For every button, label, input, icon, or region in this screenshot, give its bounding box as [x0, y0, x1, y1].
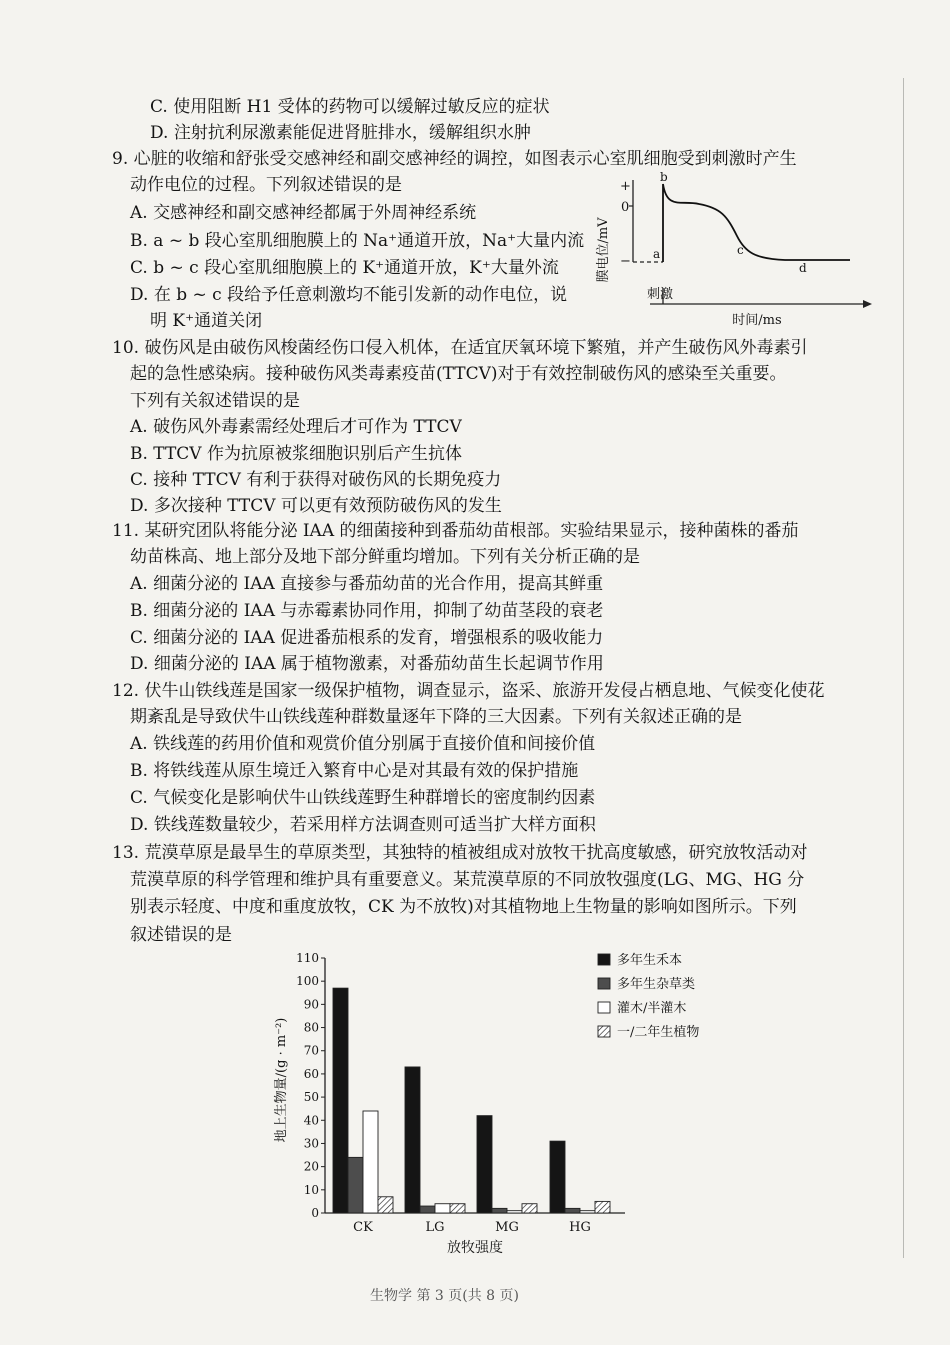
chart-y-tick-label: 50 — [303, 1090, 319, 1105]
legend-label: 灌木/半灌木 — [617, 1001, 687, 1016]
bar-lg-series-2 — [435, 1204, 450, 1213]
bar-mg-series-1 — [492, 1208, 507, 1213]
q11-option-d: D. 细菌分泌的 IAA 属于植物激素，对番茄幼苗生长起调节作用 — [130, 654, 604, 674]
q13-stem-line2: 荒漠草原的科学管理和维护具有重要意义。某荒漠草原的不同放牧强度(LG、MG、HG 分 — [130, 870, 805, 890]
ap-stim-arrow — [863, 300, 872, 308]
q8-option-c: C. 使用阻断 H1 受体的药物可以缓解过敏反应的症状 — [150, 97, 550, 117]
bar-hg-series-2 — [580, 1211, 595, 1213]
legend-swatch — [598, 954, 610, 965]
bar-lg-series-0 — [405, 1067, 420, 1213]
ap-point-a: a — [653, 247, 661, 261]
bar-mg-series-2 — [507, 1211, 522, 1213]
q12-option-c: C. 气候变化是影响伏牛山铁线莲野生种群增长的密度制约因素 — [130, 788, 596, 808]
ap-zero-tick: 0 — [621, 200, 630, 215]
chart-category-label: LG — [425, 1220, 445, 1235]
q9-stem-line1: 9. 心脏的收缩和舒张受交感神经和副交感神经的调控，如图表示心室肌细胞受到刺激时产生 — [112, 149, 797, 169]
chart-y-tick-label: 10 — [303, 1182, 319, 1197]
q11-option-b: B. 细菌分泌的 IAA 与赤霉素协同作用，抑制了幼苗茎段的衰老 — [130, 601, 604, 621]
ap-minus-tick: − — [620, 254, 631, 269]
legend-swatch — [598, 978, 610, 989]
chart-bars — [333, 988, 610, 1235]
bar-mg-series-0 — [477, 1116, 492, 1213]
biomass-bar-chart — [265, 945, 745, 1265]
bar-ck-series-2 — [363, 1111, 378, 1213]
legend-swatch — [598, 1026, 610, 1037]
bar-hg-series-1 — [565, 1208, 580, 1213]
ap-ylabel: 膜电位/mV — [596, 217, 611, 283]
q10-option-a: A. 破伤风外毒素需经处理后才可作为 TTCV — [130, 417, 462, 437]
q10-stem-line2: 起的急性感染病。接种破伤风类毒素疫苗(TTCV)对于有效控制破伤风的感染至关重要。 — [130, 364, 787, 384]
q12-stem-line2: 期紊乱是导致伏牛山铁线莲种群数量逐年下降的三大因素。下列有关叙述正确的是 — [130, 707, 742, 727]
ap-point-c: c — [737, 243, 744, 257]
q10-stem-line1: 10. 破伤风是由破伤风梭菌经伤口侵入机体，在适宜厌氧环境下繁殖，并产生破伤风外毒素引 — [112, 338, 808, 358]
bar-mg-series-3 — [522, 1204, 537, 1213]
q12-option-b: B. 将铁线莲从原生境迁入繁育中心是对其最有效的保护措施 — [130, 761, 579, 781]
legend-label: 多年生杂草类 — [617, 977, 696, 992]
legend-label: 多年生禾本 — [617, 953, 683, 968]
q9-stem-line2: 动作电位的过程。下列叙述错误的是 — [130, 175, 402, 195]
q12-option-d: D. 铁线莲数量较少，若采用样方法调查则可适当扩大样方面积 — [130, 815, 596, 835]
chart-y-tick-label: 110 — [296, 951, 319, 965]
chart-category-label: CK — [353, 1220, 373, 1235]
ap-xlabel: 时间/ms — [732, 313, 782, 328]
chart-y-tick-label: 90 — [303, 997, 319, 1012]
q8-option-d: D. 注射抗利尿激素能促进肾脏排水，缓解组织水肿 — [150, 123, 531, 143]
q10-stem-line3: 下列有关叙述错误的是 — [130, 391, 300, 411]
bar-lg-series-1 — [420, 1206, 435, 1213]
chart-y-tick-label: 0 — [311, 1206, 319, 1220]
bar-hg-series-0 — [550, 1141, 565, 1213]
ap-point-b: b — [660, 170, 668, 184]
chart-y-tick-label: 20 — [303, 1159, 319, 1174]
bar-hg-series-3 — [595, 1201, 610, 1213]
ap-plus-tick: + — [620, 179, 631, 194]
ap-stimulus-label: 刺激 — [647, 287, 674, 302]
chart-y-tick-label: 40 — [303, 1113, 319, 1128]
q9-option-a: A. 交感神经和副交感神经都属于外周神经系统 — [130, 203, 477, 223]
legend-swatch — [598, 1002, 610, 1013]
q9-option-b: B. a ~ b 段心室肌细胞膜上的 Na⁺通道开放，Na⁺大量内流 — [130, 231, 585, 251]
legend-label: 一/二年生植物 — [617, 1025, 700, 1040]
q13-stem-line3: 别表示轻度、中度和重度放牧，CK 为不放牧)对其植物地上生物量的影响如图所示。下列 — [130, 897, 797, 917]
chart-ylabel: 地上生物量/(g · m⁻²) — [274, 1017, 289, 1143]
q12-option-a: A. 铁线莲的药用价值和观赏价值分别属于直接价值和间接价值 — [130, 734, 596, 754]
bar-ck-series-3 — [378, 1197, 393, 1213]
chart-category-label: MG — [495, 1220, 519, 1235]
bar-ck-series-0 — [333, 988, 348, 1213]
q9-option-d-line1: D. 在 b ~ c 段给予任意刺激均不能引发新的动作电位，说 — [130, 285, 568, 305]
chart-y-tick-label: 80 — [303, 1020, 319, 1035]
chart-y-tick-label: 60 — [303, 1066, 319, 1081]
action-potential-figure — [585, 168, 875, 328]
q13-stem-line1: 13. 荒漠草原是最旱生的草原类型，其独特的植被组成对放牧干扰高度敏感，研究放牧活动对 — [112, 843, 808, 863]
page-margin-line — [903, 78, 904, 1258]
q11-stem-line1: 11. 某研究团队将能分泌 IAA 的细菌接种到番茄幼苗根部。实验结果显示，接种菌株的番茄 — [112, 521, 799, 541]
ap-point-d: d — [799, 261, 807, 275]
chart-category-label: HG — [569, 1220, 591, 1235]
q9-option-d-line2: 明 K⁺通道关闭 — [150, 311, 263, 331]
chart-y-tick-label: 30 — [303, 1136, 319, 1151]
q11-stem-line2: 幼苗株高、地上部分及地下部分鲜重均增加。下列有关分析正确的是 — [130, 547, 640, 567]
q13-stem-line4: 叙述错误的是 — [130, 925, 232, 945]
q11-option-a: A. 细菌分泌的 IAA 直接参与番茄幼苗的光合作用，提高其鲜重 — [130, 574, 604, 594]
q10-option-c: C. 接种 TTCV 有利于获得对破伤风的长期免疫力 — [130, 470, 502, 490]
q10-option-b: B. TTCV 作为抗原被浆细胞识别后产生抗体 — [130, 444, 462, 464]
bar-lg-series-3 — [450, 1204, 465, 1213]
chart-legend — [598, 952, 699, 1040]
q9-option-c: C. b ~ c 段心室肌细胞膜上的 K⁺通道开放，K⁺大量外流 — [130, 258, 559, 278]
q10-option-d: D. 多次接种 TTCV 可以更有效预防破伤风的发生 — [130, 496, 502, 516]
page-footer: 生物学 第 3 页(共 8 页) — [370, 1288, 519, 1304]
ap-curve — [663, 184, 850, 262]
chart-y-tick-label: 70 — [303, 1043, 319, 1058]
chart-y-tick-label: 100 — [296, 974, 319, 989]
bar-ck-series-1 — [348, 1157, 363, 1213]
chart-xlabel: 放牧强度 — [447, 1240, 503, 1256]
q11-option-c: C. 细菌分泌的 IAA 促进番茄根系的发育，增强根系的吸收能力 — [130, 628, 604, 648]
q12-stem-line1: 12. 伏牛山铁线莲是国家一级保护植物，调查显示，盗采、旅游开发侵占栖息地、气候变化使花 — [112, 681, 825, 701]
